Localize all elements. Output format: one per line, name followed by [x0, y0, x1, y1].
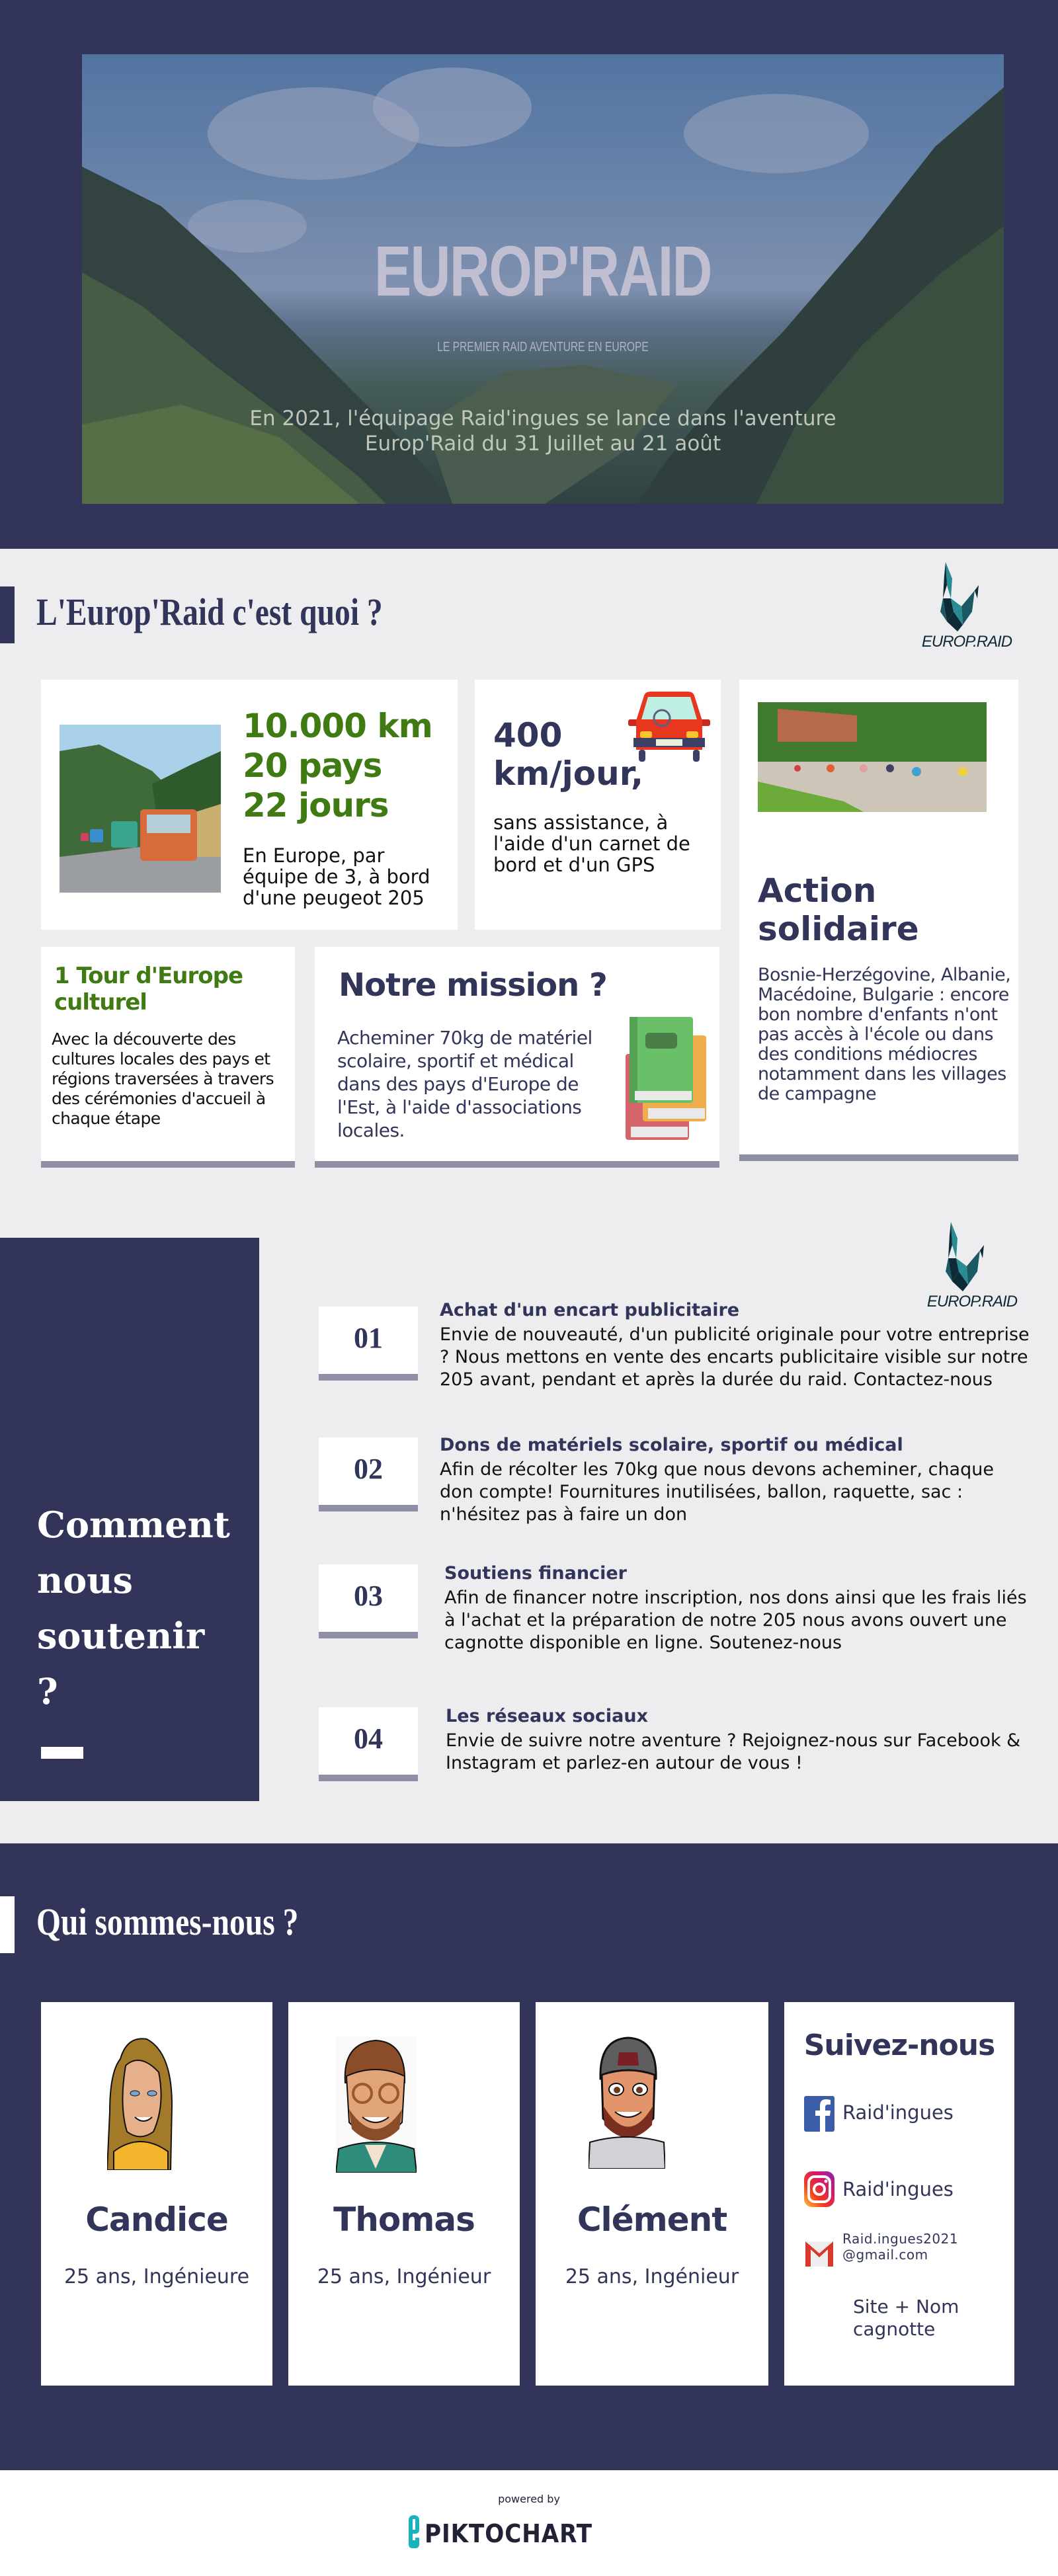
step-body: Afin de financer notre inscription, nos dons ainsi que les frais liés à l'achat et la préparation de notre 205 nous avons ouvert une cagnotte disponible en ligne. Soutenez-nous [444, 1588, 1027, 1653]
member-role: 25 ans, Ingénieur [317, 2265, 491, 2288]
facebook-label: Raid'ingues [842, 2101, 954, 2124]
stats-headline [243, 706, 432, 825]
support-heading-line-4: ? [37, 1670, 58, 1712]
team-card-clement [536, 2002, 768, 2386]
step-number-underline [319, 1505, 418, 1511]
mission-body: Acheminer 70kg de matériel scolaire, sportif et médical dans des pays d'Europe de l'Est, à l'aide d'associations locales. [337, 1027, 592, 1141]
speed-unit: km/jour, [493, 754, 644, 793]
avatar-candice [107, 2033, 173, 2170]
instagram-icon [804, 2171, 834, 2207]
step-title: Les réseaux sociaux [446, 1706, 648, 1726]
fundraising-site-link[interactable] [853, 2296, 959, 2341]
site-line-2: cagnotte [853, 2318, 936, 2340]
step-number-box [319, 1437, 418, 1505]
site-line-1: Site + Nom [853, 2296, 959, 2317]
support-heading-line-3: soutenir [37, 1615, 205, 1657]
step-number: 04 [354, 1722, 383, 1755]
mission-title: Notre mission ? [339, 967, 607, 1004]
avatar-clement [589, 2033, 665, 2169]
piktochart-wordmark: PIKTOCHART [425, 2519, 593, 2548]
step-body: Afin de récolter les 70kg que nous devons acheminer, chaque don compte! Fournitures inutilisées, ballon, raquette, sac : n'hésitez pas à faire un don [440, 1459, 994, 1525]
step-number: 03 [354, 1580, 383, 1612]
solidarity-body: Bosnie-Herzégovine, Albanie, Macédoine, Bulgarie : encore bon nombre d'enfants n'ont pas accès à l'école ou dans des conditions médiocres notamment dans les villages de campagne [758, 965, 1011, 1104]
facebook-link[interactable] [804, 2096, 1002, 2133]
hero-title: EUROP'RAID [374, 231, 712, 311]
stat-countries: 20 pays [243, 746, 382, 785]
member-role: 25 ans, Ingénieure [63, 2265, 250, 2288]
europraid-logo-text: EUROP.RAID [926, 1293, 1018, 1310]
culture-title [54, 963, 243, 1016]
gmail-icon [805, 2241, 833, 2267]
step-number-underline [319, 1632, 418, 1638]
culture-title-line-1: 1 Tour d'Europe [54, 963, 243, 989]
europraid-logo [926, 1219, 1018, 1311]
team-card-candice [41, 2002, 272, 2386]
email-address [842, 2231, 958, 2263]
solidarity-title [758, 871, 919, 948]
footer [0, 2470, 1058, 2576]
card-underline [739, 1154, 1018, 1161]
support-heading-line-2: nous [37, 1559, 133, 1601]
avatar-thomas [336, 2036, 417, 2173]
step-number-underline [319, 1775, 418, 1781]
stat-distance: 10.000 km [243, 707, 432, 745]
hero-description [82, 406, 1004, 456]
step-body: Envie de nouveauté, d'un publicité originale pour votre entreprise ? Nous mettons en vente des encarts publicitaire visible sur notre 205 avant, pendant et après la durée du raid. Contactez-nous [440, 1324, 1030, 1390]
facebook-icon [804, 2096, 834, 2132]
follow-us-title: Suivez-nous [803, 2029, 995, 2062]
card-mission [315, 947, 719, 1161]
section-heading-what: L'Europ'Raid c'est quoi ? [36, 590, 383, 633]
follow-us-card [784, 2002, 1014, 2386]
card-solidarity [739, 680, 1018, 1161]
card-stats [41, 680, 458, 930]
section-marker [0, 1896, 15, 1953]
culture-title-line-2: culturel [54, 989, 147, 1016]
solidarity-title-line-2: solidaire [758, 910, 919, 948]
member-name: Clément [577, 2200, 727, 2239]
card-speed [475, 680, 721, 930]
section-marker [0, 586, 15, 643]
step-number-box [319, 1307, 418, 1374]
member-name: Candice [85, 2200, 228, 2239]
hero-description-line-1: En 2021, l'équipage Raid'ingues se lance dans l'aventure [249, 407, 836, 430]
step-number-underline [319, 1374, 418, 1381]
section-heading-team: Qui sommes-nous ? [36, 1900, 299, 1943]
europraid-logo [920, 559, 1013, 651]
europraid-logo-icon [920, 559, 1013, 631]
hero-description-line-2: Europ'Raid du 31 Juillet au 21 août [364, 432, 721, 456]
books-icon [626, 1017, 708, 1143]
support-heading-dash [41, 1747, 83, 1759]
instagram-link[interactable] [804, 2171, 1002, 2208]
culture-body: Avec la découverte des cultures locales des pays et régions traversées à travers des cérémonies d'accueil à chaque étape [52, 1029, 274, 1128]
solidarity-title-line-1: Action [758, 871, 877, 910]
card-culture [41, 947, 295, 1161]
speed-body: sans assistance, à l'aide d'un carnet de bord et d'un GPS [493, 811, 690, 876]
step-number: 02 [354, 1453, 383, 1485]
email-link[interactable] [804, 2231, 1009, 2277]
powered-by-label: powered by [498, 2493, 560, 2505]
instagram-label: Raid'ingues [842, 2178, 954, 2200]
speed-value: 400 [493, 716, 563, 754]
step-title: Achat d'un encart publicitaire [440, 1300, 740, 1320]
step-number-box [319, 1707, 418, 1775]
europraid-logo-text: EUROP.RAID [921, 633, 1012, 651]
piktochart-logo-icon [409, 2515, 419, 2548]
hero-subtitle: LE PREMIER RAID AVENTURE EN EUROPE [437, 340, 649, 354]
hero-banner-image [82, 54, 1004, 504]
step-number-box [319, 1564, 418, 1632]
card-underline [41, 1161, 295, 1168]
member-name: Thomas [333, 2200, 475, 2239]
email-line-1: Raid.ingues2021 [842, 2231, 959, 2247]
europraid-logo-icon [926, 1219, 1018, 1291]
speed-headline [493, 716, 643, 793]
step-body: Envie de suivre notre aventure ? Rejoignez-nous sur Facebook & Instagram et parlez-en autour de vous ! [446, 1730, 1021, 1773]
email-line-2: @gmail.com [842, 2247, 928, 2263]
support-heading-panel [0, 1238, 259, 1801]
team-card-thomas [288, 2002, 520, 2386]
support-heading [37, 1497, 230, 1719]
raid-cars-photo [60, 725, 221, 893]
step-title: Dons de matériels scolaire, sportif ou médical [440, 1435, 903, 1455]
member-role: 25 ans, Ingénieur [565, 2265, 739, 2288]
card-underline [315, 1161, 719, 1168]
stat-days: 22 jours [243, 786, 389, 825]
step-number: 01 [354, 1322, 383, 1354]
stats-body: En Europe, par équipe de 3, à bord d'une peugeot 205 [243, 844, 430, 909]
step-title: Soutiens financier [444, 1563, 627, 1584]
children-photo [758, 702, 987, 812]
piktochart-logo[interactable] [409, 2515, 649, 2550]
support-heading-line-1: Comment [37, 1504, 230, 1546]
